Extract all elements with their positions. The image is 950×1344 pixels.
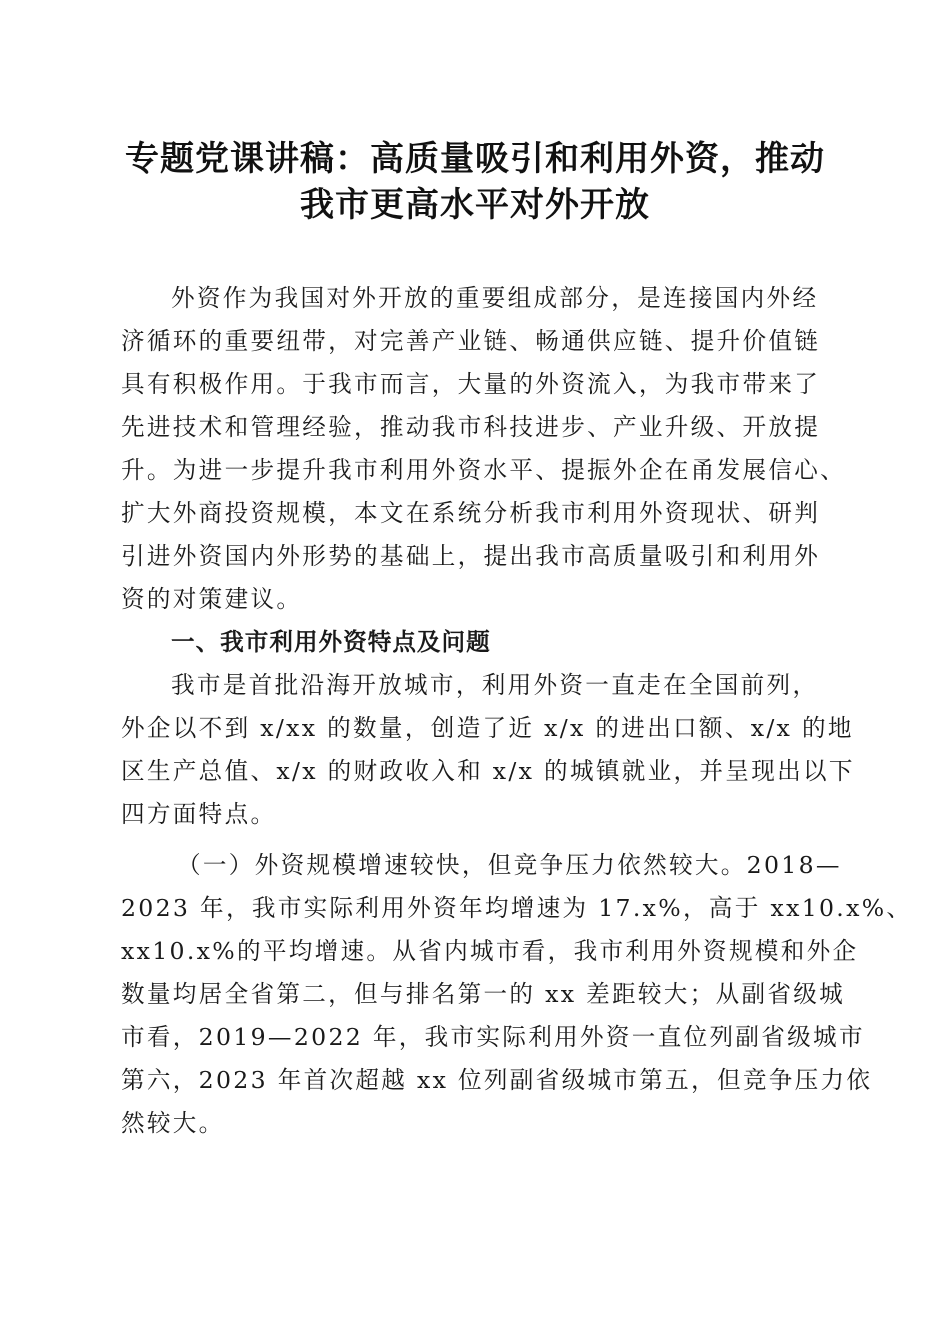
- intro-line: 具有积极作用。于我市而言，大量的外资流入，为我市带来了: [121, 370, 821, 398]
- section-1-line: 四方面特点。: [121, 800, 277, 828]
- section-1-line: 区生产总值、x/x 的财政收入和 x/x 的城镇就业，并呈现出以下: [121, 757, 855, 785]
- subsection-1-line: 然较大。: [121, 1109, 225, 1137]
- section-1-paragraph: [121, 664, 855, 836]
- intro-line: 升。为进一步提升我市利用外资水平、提振外企在甬发展信心、: [121, 456, 847, 484]
- subsection-1-paragraph: [121, 844, 913, 1145]
- intro-line: 外资作为我国对外开放的重要组成部分，是连接国内外经: [171, 284, 819, 312]
- intro-line: 先进技术和管理经验，推动我市科技进步、产业升级、开放提: [121, 413, 821, 441]
- section-1-line: 我市是首批沿海开放城市，利用外资一直走在全国前列，: [171, 671, 819, 699]
- section-1-heading: 一、我市利用外资特点及问题: [171, 628, 491, 656]
- subsection-1-line: 第六，2023 年首次超越 xx 位列副省级城市第五，但竞争压力依: [121, 1066, 873, 1094]
- intro-line: 济循环的重要纽带，对完善产业链、畅通供应链、提升价值链: [121, 327, 821, 355]
- document-title: [100, 136, 850, 228]
- subsection-1-line: 2023 年，我市实际利用外资年均增速为 17.x%，高于 xx10.x%、: [121, 894, 913, 922]
- subsection-1-line: （一）外资规模增速较快，但竞争压力依然较大。2018—: [177, 851, 842, 879]
- title-line-2: 我市更高水平对外开放: [300, 185, 650, 225]
- intro-line: 引进外资国内外形势的基础上，提出我市高质量吸引和利用外: [121, 542, 821, 570]
- intro-line: 扩大外商投资规模，本文在系统分析我市利用外资现状、研判: [121, 499, 821, 527]
- section-1-line: 外企以不到 x/xx 的数量，创造了近 x/x 的进出口额、x/x 的地: [121, 714, 854, 742]
- intro-paragraph: [121, 277, 847, 621]
- subsection-1-line: 数量均居全省第二，但与排名第一的 xx 差距较大；从副省级城: [121, 980, 846, 1008]
- document-body: [121, 277, 913, 1145]
- subsection-1-line: 市看，2019—2022 年，我市实际利用外资一直位列副省级城市: [121, 1023, 865, 1051]
- intro-line: 资的对策建议。: [121, 585, 303, 613]
- title-line-1: 专题党课讲稿：高质量吸引和利用外资，推动: [125, 139, 825, 179]
- subsection-1-line: xx10.x%的平均增速。从省内城市看，我市利用外资规模和外企: [121, 937, 859, 965]
